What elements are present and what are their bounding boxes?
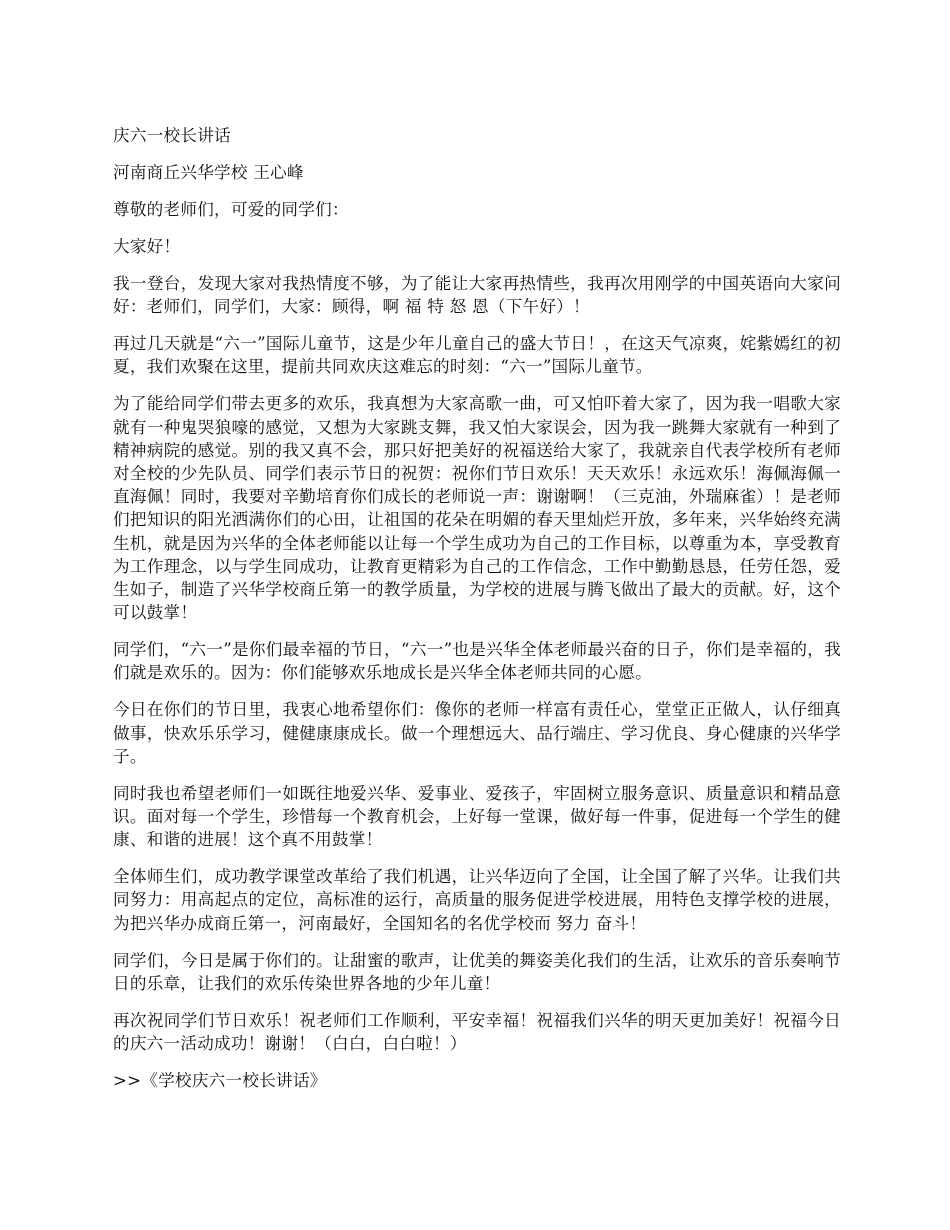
- closing-paragraph: 再次祝同学们节日欢乐！祝老师们工作顺利，平安幸福！祝福我们兴华的明天更加美好！祝福今日的庆六一活动成功！谢谢！（白白，白白啦！）: [113, 1010, 841, 1054]
- body-paragraph: 为了能给同学们带去更多的欢乐，我真想为大家高歌一曲，可又怕吓着大家了，因为我一唱歌大家就有一种鬼哭狼嚎的感觉，又想为大家跳支舞，我又怕大家误会，因为我一跳舞大家就有一种到了精神病院的感觉。别的我又真不会，那只好把美好的祝福送给大家了，我就亲自代表学校所有老师对全校的少先队员、同学们表示节日的祝贺：祝你们节日欢乐！天天欢乐！永远欢乐！海佩海佩一直海佩！同时，我要对辛勤培育你们成长的老师说一声：谢谢啊！（三克油，外瑞麻雀）！是老师们把知识的阳光洒满你们的心田，让祖国的花朵在明媚的春天里灿烂开放，多年来，兴华始终充满生机，就是因为兴华的全体老师能以让每一个学生成功为自己的工作目标，以尊重为本，享受教育为工作理念，以与学生同成功，让教育更精彩为自己的工作信念，工作中勤勤恳恳，任劳任怨，爱生如子，制造了兴华学校商丘第一的教学质量，为学校的进展与腾飞做出了最大的贡献。好，这个可以鼓掌！: [113, 394, 841, 623]
- salutation: 尊敬的老师们，可爱的同学们：: [113, 200, 349, 219]
- related-article-link[interactable]: >>《学校庆六一校长讲话》: [113, 1071, 327, 1091]
- body-paragraph: 我一登台，发现大家对我热情度不够，为了能让大家再热情些，我再次用刚学的中国英语向大家问好：老师们，同学们，大家：顾得，啊 福 特 怒 恩（下午好）！: [113, 274, 841, 317]
- document-page: [113, 124, 841, 1106]
- document-title: 庆六一校长讲话: [113, 126, 231, 145]
- body-paragraph: 同学们，“六一”是你们最幸福的节日，“六一”也是兴华全体老师最兴奋的日子，你们是幸福的，我们就是欢乐的。因为：你们能够欢乐地成长是兴华全体老师共同的心愿。: [113, 640, 841, 683]
- body-paragraph: 再过几天就是“六一”国际儿童节，这是少年儿童自己的盛大节日！，在这天气凉爽，姹紫嫣红的初夏，我们欢聚在这里，提前共同欢庆这难忘的时刻：“六一”国际儿童节。: [113, 334, 841, 377]
- document-author: 河南商丘兴华学校 王心峰: [113, 163, 304, 182]
- body-paragraph: 今日在你们的节日里，我衷心地希望你们：像你的老师一样富有责任心，堂堂正正做人，认仔细真做事，快欢乐乐学习，健健康康成长。做一个理想远大、品行端庄、学习优良、身心健康的兴华学子。: [113, 700, 841, 766]
- body-paragraph: 同时我也希望老师们一如既往地爱兴华、爱事业、爱孩子，牢固树立服务意识、质量意识和精品意识。面对每一个学生，珍惜每一个教育机会，上好每一堂课，做好每一件事，促进每一个学生的健康、和谐的进展！这个真不用鼓掌！: [113, 783, 841, 850]
- greeting: 大家好！: [113, 237, 181, 256]
- body-paragraph: 同学们，今日是属于你们的。让甜蜜的歌声，让优美的舞姿美化我们的生活，让欢乐的音乐奏响节日的乐章，让我们的欢乐传染世界各地的少年儿童！: [113, 950, 841, 993]
- body-paragraph: 全体师生们，成功教学课堂改革给了我们机遇，让兴华迈向了全国，让全国了解了兴华。让我们共同努力：用高起点的定位，高标准的运行，高质量的服务促进学校进展，用特色支撑学校的进展，为把兴华办成商丘第一，河南最好，全国知名的名优学校而 努力 奋斗！: [113, 867, 841, 933]
